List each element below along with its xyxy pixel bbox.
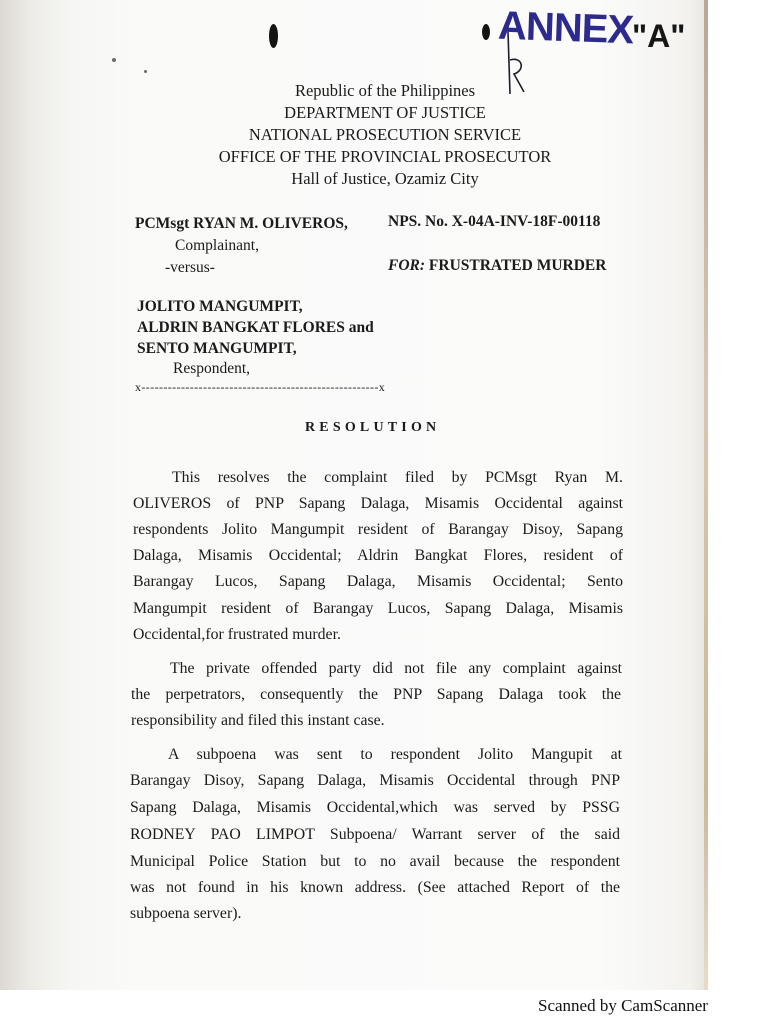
paragraph-line: responsibility and filed this instant case. [131,712,385,729]
paper-edge [704,0,708,990]
complainant-name: PCMsgt RYAN M. OLIVEROS, [135,215,348,232]
offense-line [388,257,606,275]
paragraph-line: Occidental,for frustrated murder. [133,626,341,643]
paragraph-line: A subpoena was sent to respondent Jolito Mangupit at [168,746,622,763]
paragraph-line: the perpetrators, consequently the PNP Sapang Dalaga took the [131,686,621,703]
paragraph-line: subpoena server). [130,905,242,922]
annex-letter: "A" [632,18,686,54]
caption-separator: x------------------------------------------------------x [135,380,386,394]
respondent-name: JOLITO MANGUMPIT, [137,298,303,315]
paragraph-line: Dalaga, Misamis Occidental; Aldrin Bangkat Flores, resident of [133,547,623,564]
for-label: FOR: [388,257,426,274]
header-office: OFFICE OF THE PROVINCIAL PROSECUTOR [218,147,552,166]
respondent-name: SENTO MANGUMPIT, [137,340,297,357]
header-republic: Republic of the Philippines [294,81,476,100]
punch-hole [269,24,278,48]
header-department: DEPARTMENT OF JUSTICE [284,103,486,122]
punch-hole [482,24,490,40]
offense-name: FRUSTRATED MURDER [428,257,607,274]
versus-label: -versus- [165,259,215,276]
document-header [160,80,610,190]
header-location: Hall of Justice, Ozamiz City [291,169,479,188]
paragraph-line: was not found in his known address. (See attached Report of the [130,879,620,896]
paragraph-line: Barangay Lucos, Sapang Dalaga, Misamis Occidental; Sento [133,573,623,590]
paragraph-line: OLIVEROS of PNP Sapang Dalaga, Misamis Occidental against [133,495,623,512]
nps-number: NPS. No. X-04A-INV-18F-00118 [388,213,601,230]
paragraph-line: RODNEY PAO LIMPOT Subpoena/ Warrant server of the said [130,826,620,843]
header-service: NATIONAL PROSECUTION SERVICE [248,125,522,144]
paragraph-line: Barangay Disoy, Sapang Dalaga, Misamis Occidental through PNP [130,772,620,789]
paragraph-line: Municipal Police Station but to no avail because the respondent [130,853,620,870]
resolution-title: RESOLUTION [305,420,441,435]
paragraph-line: Mangumpit resident of Barangay Lucos, Sapang Dalaga, Misamis [133,600,623,617]
dust-speck [144,70,147,73]
paragraph-line: Sapang Dalaga, Misamis Occidental,which was served by PSSG [130,799,620,816]
complainant-label: Complainant, [175,237,259,254]
respondent-name: ALDRIN BANGKAT FLORES and [137,319,374,336]
respondent-label: Respondent, [173,360,251,377]
dust-speck [112,58,116,62]
paragraph-line: This resolves the complaint filed by PCMsgt Ryan M. [172,469,623,486]
annex-stamp: ANNEX [497,3,634,53]
camscanner-watermark: Scanned by CamScanner [538,996,708,1015]
paragraph-line: The private offended party did not file any complaint against [170,660,622,677]
paragraph-line: respondents Jolito Mangumpit resident of Barangay Disoy, Sapang [133,521,623,538]
